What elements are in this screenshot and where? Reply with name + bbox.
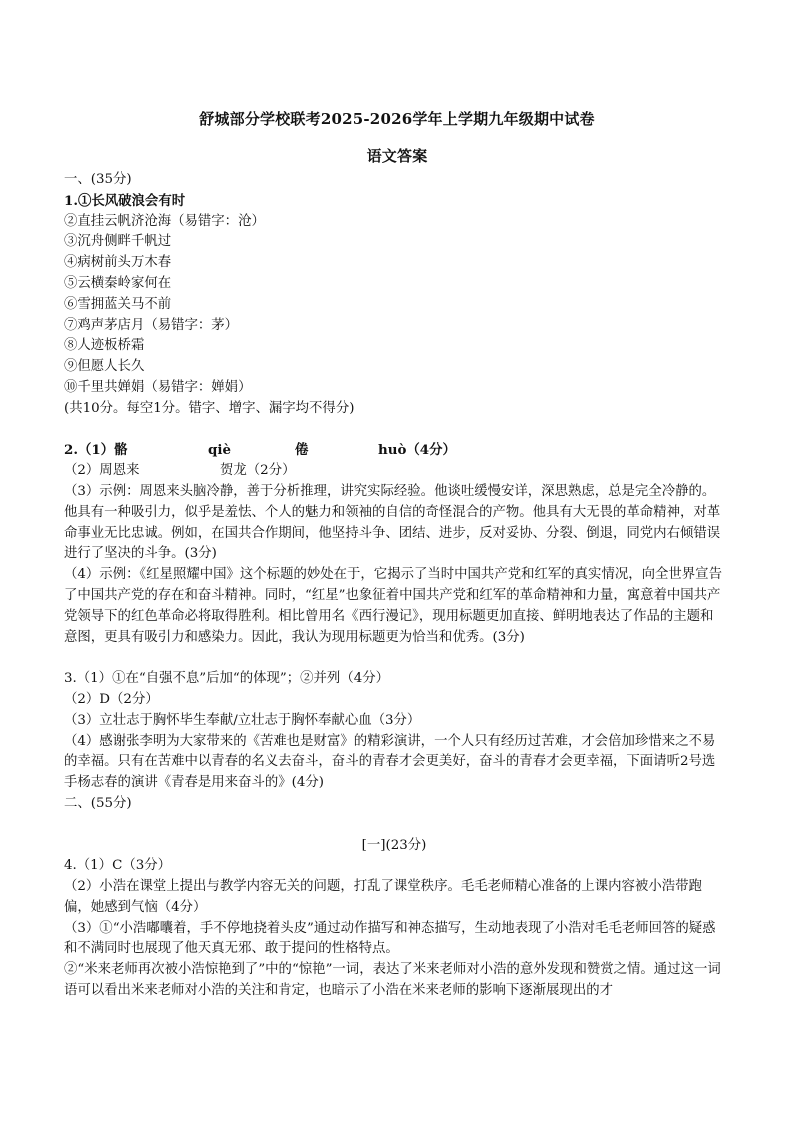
page-subtitle: 语文答案	[366, 147, 428, 165]
q4-part3: （3）①“小浩嘟囔着，手不停地挠着头皮”通过动作描写和神态描写，生动地表现了小浩对毛毛老师回答的疑惑和不满同时也展现了他天真无邪、敢于提问的性格特点。	[64, 920, 716, 957]
section-heading-1: 一、(35分)	[64, 172, 132, 187]
page-title: 舒城部分学校联考2025-2026学年上学期九年级期中试卷	[199, 110, 595, 128]
answer-content	[64, 170, 724, 1002]
q4-part1: 4.（1）C（3分）	[64, 858, 172, 874]
q3-part4: （4）感谢张李明为大家带来的《苦难也是财富》的精彩演讲，一个人只有经历过苦难，才会倍加珍惜来之不易的幸福。只有在苦难中以青春的名义去奋斗，奋斗的青春才会更美好，奋斗的青春才会更幸福，下面请听2号选手杨志春的演讲《青春是用来奋斗的》(4分)	[64, 733, 716, 791]
q2-part1	[64, 440, 724, 461]
q2-part1-c: 倦	[295, 442, 309, 459]
q2-part1-a: 2.（1）骼	[64, 442, 128, 459]
q1-answer-2: ②直挂云帆济沧海（易错字：沧）	[64, 213, 265, 229]
q3-part1: 3.（1）①在“自强不息”后加“的体现”；②并列（4分）	[64, 671, 390, 687]
q2-part3: （3）示例：周恩来头脑冷静，善于分析推理，讲究实际经验。他谈吐缓慢安详，深思熟虑，总是完全冷静的。他具有一种吸引力，似乎是羞怯、个人的魅力和领袖的自信的奇怪混合的产物。他具有大无畏的革命精神，对革命事业无比忠诚。例如，在国共合作期间，他坚持斗争、团结、进步，反对妥协、分裂、倒退，同党内右倾错误进行了坚决的斗争。(3分)	[64, 483, 721, 562]
q1-answer-6: ⑥雪拥蓝关马不前	[64, 296, 172, 312]
q3-part3: （3）立壮志于胸怀毕生奉献/立壮志于胸怀奉献心血（3分）	[64, 712, 421, 728]
q2-part4: （4）示例：《红星照耀中国》这个标题的妙处在于，它揭示了当时中国共产党和红军的真实情况，向全世界宣告了中国共产党的存在和奋斗精神。同时，“红星”也象征着中国共产党和红军的革命精神和力量，寓意着中国共产党领导下的红色革命必将取得胜利。相比曾用名《西行漫记》，现用标题更加直接、鲜明地表达了作品的主题和意图，更具有吸引力和感染力。因此，我认为现用标题更为恰当和优秀。(3分)	[64, 567, 722, 645]
q1-answer-9: ⑨但愿人长久	[64, 359, 145, 375]
q1-answer-5: ⑤云横秦岭家何在	[64, 275, 172, 291]
q1-answer-7: ⑦鸡声茅店月（易错字：茅）	[64, 317, 239, 333]
q3-part2: （2）D（2分）	[64, 691, 159, 707]
q4-part2: （2）小浩在课堂上提出与教学内容无关的问题，打乱了课堂秩序。毛毛老师精心准备的上课内容被小浩带跑偏，她感到气恼（4分）	[64, 879, 702, 915]
q1-answer-3: ③沉舟侧畔千帆过	[64, 234, 172, 250]
q1-answer-4: ④病树前头万木春	[64, 255, 172, 271]
q2-part2-b: 贺龙（2分）	[220, 463, 296, 479]
q1-answer-8: ⑧人迹板桥霜	[64, 338, 145, 354]
q2-part1-b: qiè	[208, 442, 231, 459]
q1-answer-1: 1.①长风破浪会有时	[64, 192, 186, 209]
reading-part-heading: [一](23分)	[361, 837, 427, 853]
q1-scoring-note: (共10分。每空1分。错字、增字、漏字均不得分)	[64, 400, 355, 416]
section-heading-2: 二、(55分)	[64, 795, 132, 811]
q2-part1-d: huò（4分）	[378, 442, 456, 459]
q2-part2-a: （2）周恩来	[64, 463, 140, 479]
q1-answer-10: ⑩千里共婵娟（易错字：婵娟）	[64, 379, 252, 395]
q4-part4: ②“米来老师再次被小浩惊艳到了”中的“惊艳”一词，表达了米来老师对小浩的意外发现和赞赏之情。通过这一词语可以看出米来老师对小浩的关注和肯定，也暗示了小浩在米来老师的影响下逐渐展现出的才	[64, 962, 721, 999]
q2-part2	[64, 461, 724, 482]
